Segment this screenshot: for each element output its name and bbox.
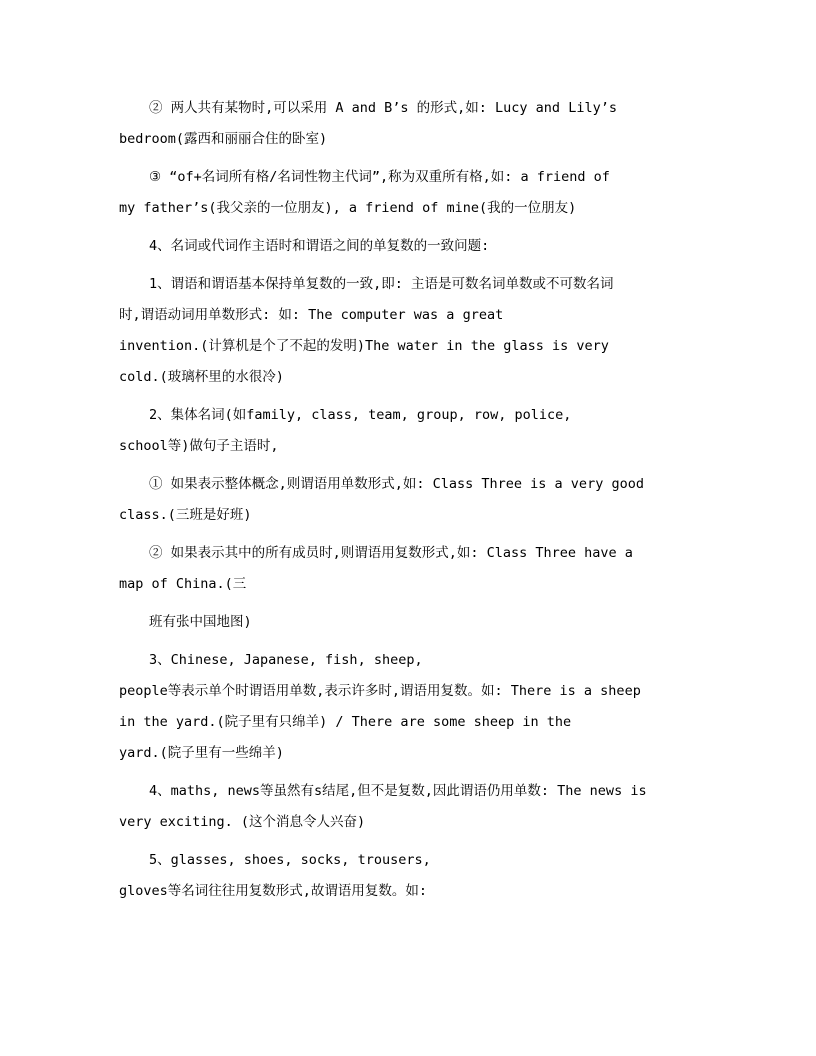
text-line: people等表示单个时谓语用单数,表示许多时,谓语用复数。如: There is a sheep bbox=[119, 683, 641, 699]
text-line: 4、maths, news等虽然有s结尾,但不是复数,因此谓语仍用单数: The news is bbox=[149, 783, 647, 799]
text-line: in the yard.(院子里有只绵羊) / There are some sheep in the bbox=[119, 714, 572, 730]
text-line: invention.(计算机是个了不起的发明)The water in the glass is very bbox=[119, 338, 609, 354]
text-line: ① 如果表示整体概念,则谓语用单数形式,如: Class Three is a very good bbox=[149, 476, 644, 492]
text-line: ② 两人共有某物时,可以采用 A and B’s 的形式,如: Lucy and Lily’s bbox=[149, 100, 617, 116]
text-line: bedroom(露西和丽丽合住的卧室) bbox=[119, 131, 328, 147]
text-line: 5、glasses, shoes, socks, trousers, bbox=[149, 852, 431, 868]
text-line: yard.(院子里有一些绵羊) bbox=[119, 745, 284, 761]
text-line: 班有张中国地图) bbox=[149, 614, 252, 630]
text-line: ② 如果表示其中的所有成员时,则谓语用复数形式,如: Class Three have a bbox=[149, 545, 633, 561]
text-line: school等)做句子主语时, bbox=[119, 438, 279, 454]
text-line: 1、谓语和谓语基本保持单复数的一致,即: 主语是可数名词单数或不可数名词 bbox=[149, 276, 614, 292]
text-line: 时,谓语动词用单数形式: 如: The computer was a great bbox=[119, 307, 504, 323]
text-line: map of China.(三 bbox=[119, 576, 247, 592]
text-line: 4、名词或代词作主语时和谓语之间的单复数的一致问题: bbox=[149, 238, 490, 254]
text-line: 2、集体名词(如family, class, team, group, row, police, bbox=[149, 407, 572, 423]
text-line: very exciting. (这个消息令人兴奋) bbox=[119, 814, 366, 830]
text-line: my father’s(我父亲的一位朋友), a friend of mine(我的一位朋友) bbox=[119, 200, 577, 216]
text-line: 3、Chinese, Japanese, fish, sheep, bbox=[149, 652, 423, 668]
text-line: gloves等名词往往用复数形式,故谓语用复数。如: bbox=[119, 883, 428, 899]
text-line: ③ “of+名词所有格/名词性物主代词”,称为双重所有格,如: a friend of bbox=[149, 169, 610, 185]
text-line: class.(三班是好班) bbox=[119, 507, 252, 523]
text-line: cold.(玻璃杯里的水很冷) bbox=[119, 369, 284, 385]
